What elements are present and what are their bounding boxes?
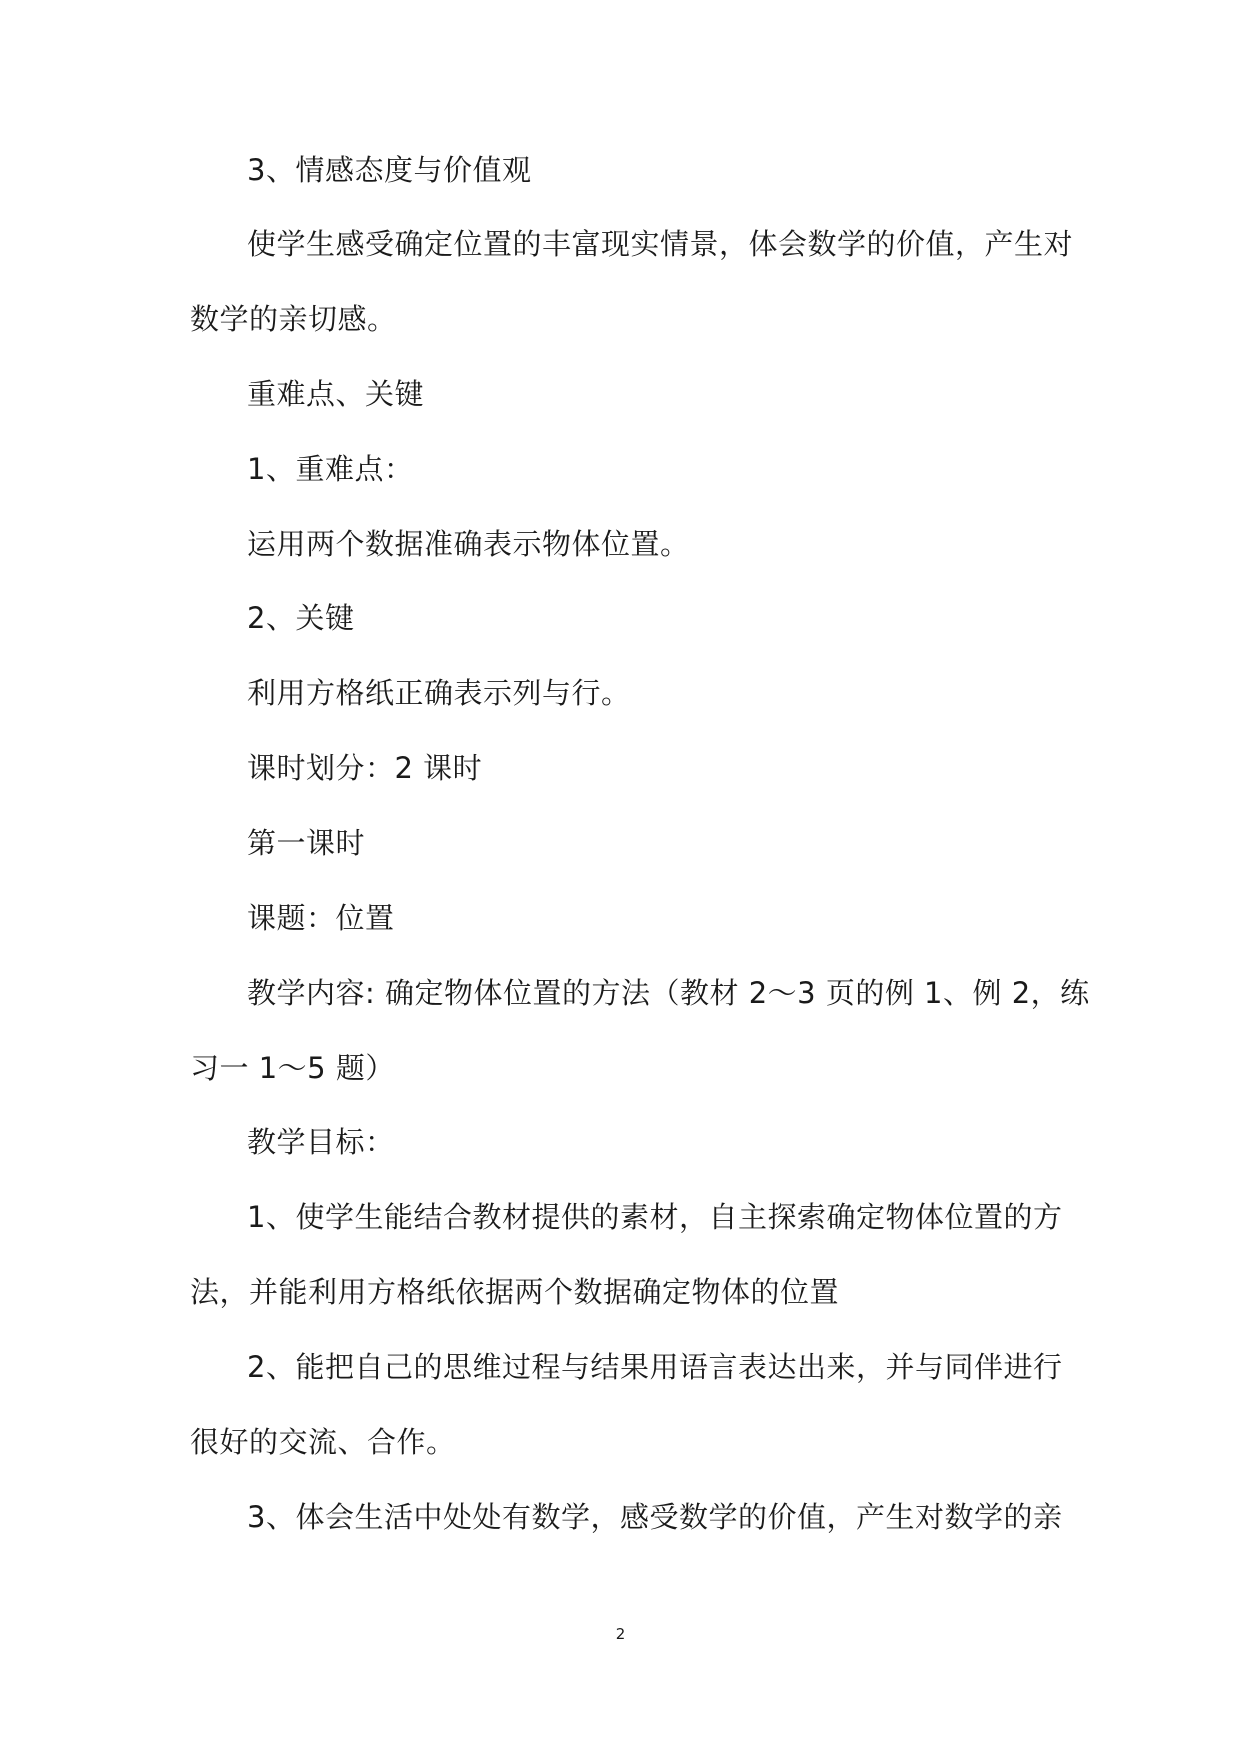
teaching-content-line: 习一 1～5 题）: [190, 1051, 395, 1085]
objective-line: 法，并能利用方格纸依据两个数据确定物体的位置: [190, 1275, 840, 1309]
section-heading-emotional-values: 3、情感态度与价值观: [247, 153, 532, 187]
section-heading-key-points: 重难点、关键: [247, 377, 425, 411]
objective-line: 很好的交流、合作。: [190, 1425, 456, 1459]
lesson-division: 课时划分：2 课时: [247, 751, 483, 785]
paragraph-line: 运用两个数据准确表示物体位置。: [247, 527, 690, 561]
subheading-difficulty: 1、重难点：: [247, 452, 414, 486]
paragraph-line: 数学的亲切感。: [190, 302, 397, 336]
paragraph-line: 利用方格纸正确表示列与行。: [247, 676, 631, 710]
teaching-objectives-heading: 教学目标：: [247, 1125, 395, 1159]
lesson-heading: 第一课时: [247, 826, 366, 860]
teaching-content-line: 教学内容: 确定物体位置的方法（教材 2～3 页的例 1、例 2，练: [247, 976, 1090, 1010]
page-number: 2: [615, 1625, 626, 1643]
objective-line: 1、使学生能结合教材提供的素材，自主探索确定物体位置的方: [247, 1200, 1063, 1234]
objective-line: 2、能把自己的思维过程与结果用语言表达出来，并与同伴进行: [247, 1350, 1063, 1384]
objective-line: 3、体会生活中处处有数学，感受数学的价值，产生对数学的亲: [247, 1500, 1063, 1534]
subheading-key: 2、关键: [247, 601, 355, 635]
lesson-topic: 课题：位置: [247, 901, 395, 935]
paragraph-line: 使学生感受确定位置的丰富现实情景，体会数学的价值，产生对: [247, 227, 1074, 261]
